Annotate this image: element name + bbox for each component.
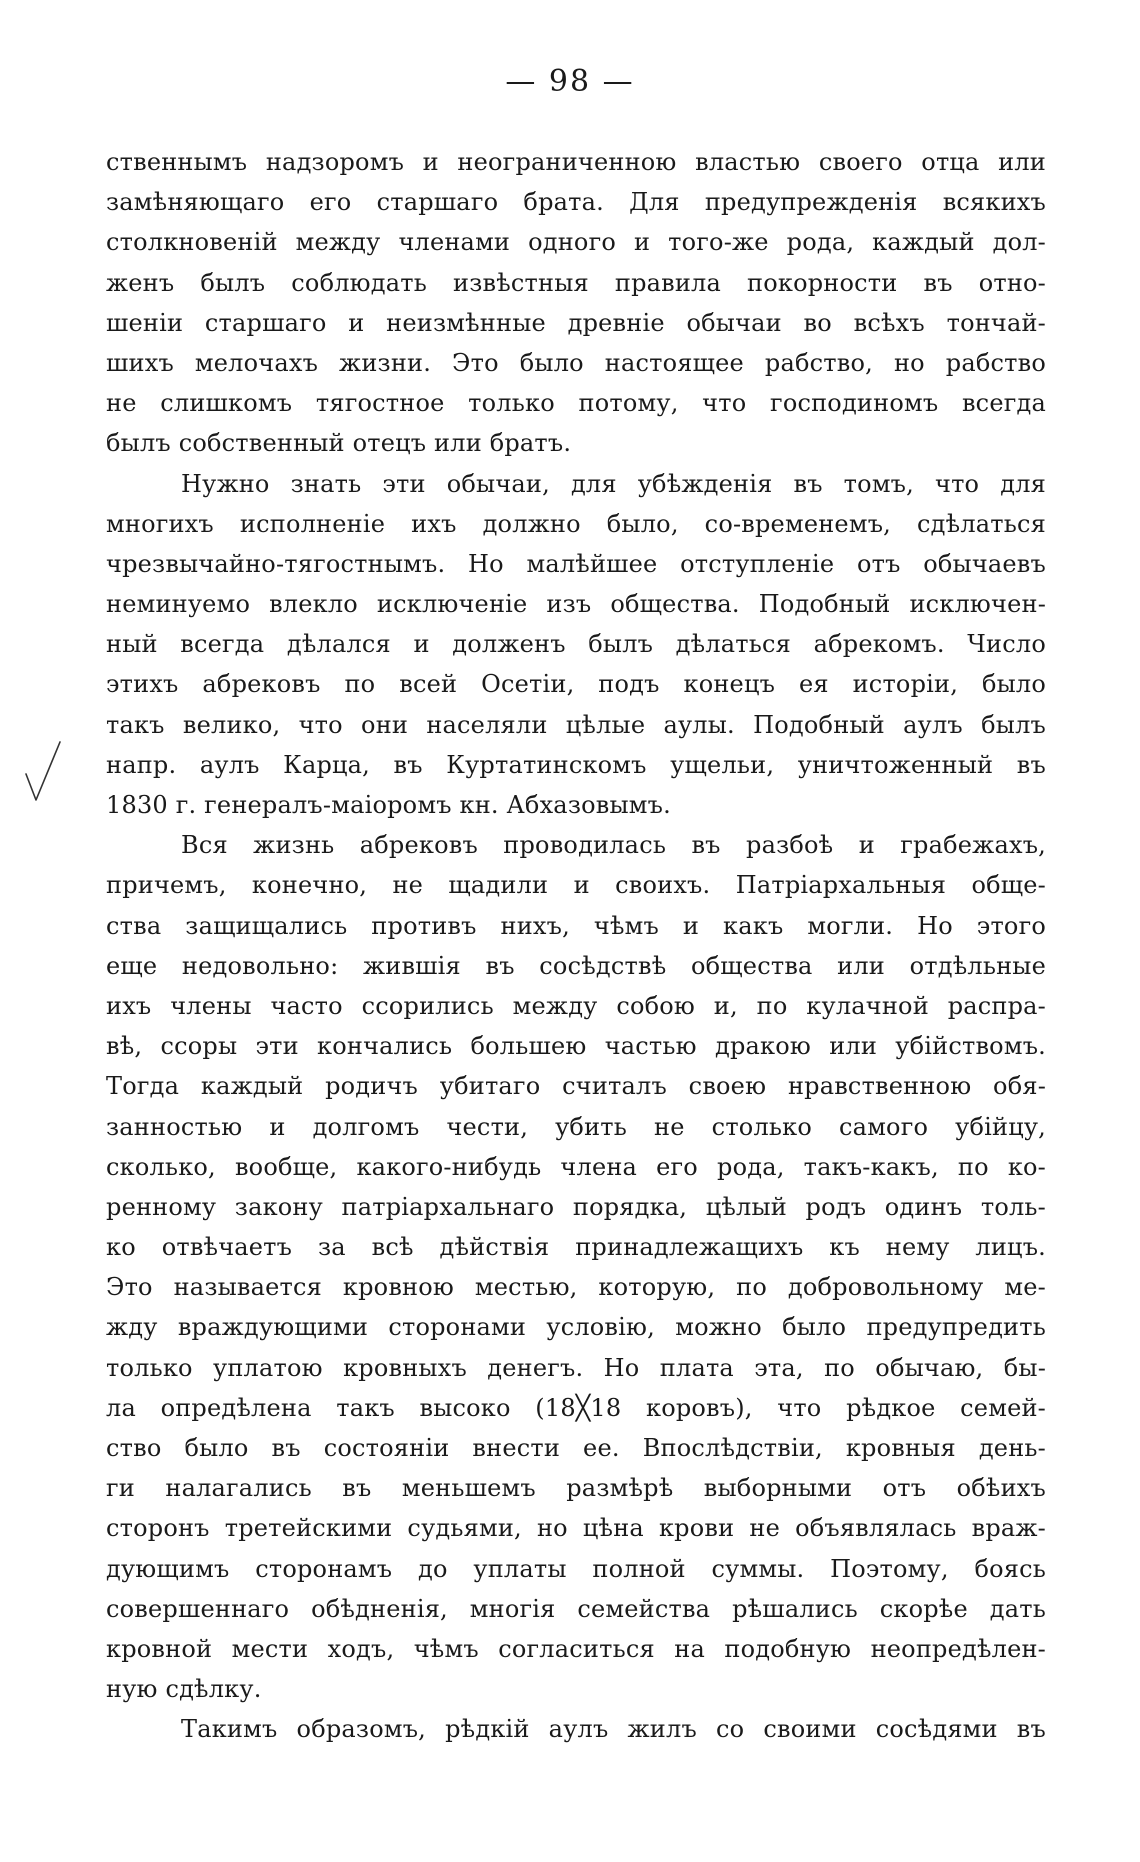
text-line: ный всегда дѣлался и долженъ былъ дѣлаться абрекомъ. Число [106,630,1046,659]
text-line: ную сдѣлку. [106,1675,262,1704]
text-line: напр. аулъ Карца, въ Куртатинскомъ ущельи, уничтоженный въ [106,750,1046,779]
text-line: сторонъ третейскими судьями, но цѣна крови не объявлялась враж- [106,1514,1046,1543]
text-line: былъ собственный отецъ или братъ. [106,429,572,458]
margin-checkmark-icon [22,738,64,804]
text-line: столкновеній между членами одного и того-же рода, каждый дол- [106,228,1046,257]
text-line: шеніи старшаго и неизмѣнные древніе обычаи во всѣхъ тончай- [106,308,1046,337]
text-line: ренному закону патріархальнаго порядка, цѣлый родъ одинъ толь- [106,1192,1046,1221]
text-line: ственнымъ надзоромъ и неограниченною властью своего отца или [106,148,1046,176]
text-line: кровной мести ходъ, чѣмъ согласиться на подобную неопредѣлен- [106,1634,1046,1663]
text-line: совершеннаго обѣдненія, многія семейства рѣшались скорѣе дать [106,1594,1046,1623]
text-line: ства защищались противъ нихъ, чѣмъ и какъ могли. Но этого [106,911,1046,940]
text-line: Вся жизнь абрековъ проводилась въ разбоѣ и грабежахъ, [181,831,1046,860]
text-line: ко отвѣчаетъ за всѣ дѣйствія принадлежащихъ къ нему лицъ. [106,1233,1046,1262]
text-line: дующимъ сторонамъ до уплаты полной суммы. Поэтому, боясь [106,1554,1046,1583]
text-line: Тогда каждый родичъ убитаго считалъ своею нравственною обя- [106,1072,1046,1101]
text-line: причемъ, конечно, не щадили и своихъ. Патріархальныя обще- [106,871,1046,900]
text-line: такъ велико, что они населяли цѣлые аулы. Подобный аулъ былъ [106,710,1046,739]
text-line: этихъ абрековъ по всей Осетіи, подъ конецъ ея исторіи, было [106,670,1046,699]
text-line: многихъ исполненіе ихъ должно было, со-временемъ, сдѣлаться [106,509,1046,538]
text-line: Такимъ образомъ, рѣдкій аулъ жилъ со своими сосѣдями въ [181,1715,1046,1744]
text-line: Нужно знать эти обычаи, для убѣжденія въ томъ, что для [181,469,1046,498]
text-line: только уплатою кровныхъ денегъ. Но плата эта, по обычаю, бы- [106,1353,1046,1382]
page-number: — 98 — [505,64,635,99]
text-line: женъ былъ соблюдать извѣстныя правила покорности въ отно- [106,268,1046,297]
text-line: неминуемо влекло исключеніе изъ общества. Подобный исключен- [106,590,1046,619]
text-line: замѣняющаго его старшаго брата. Для предупрежденія всякихъ [106,188,1046,217]
text-line: ихъ члены часто ссорились между собою и, по кулачной распра- [106,991,1046,1020]
text-line: вѣ, ссоры эти кончались большею частью дракою или убійствомъ. [106,1032,1046,1061]
text-line: не слишкомъ тягостное только потому, что господиномъ всегда [106,389,1046,418]
text-line: ги налагались въ меньшемъ размѣрѣ выборными отъ обѣихъ [106,1474,1046,1503]
text-line: шихъ мелочахъ жизни. Это было настоящее рабство, но рабство [106,348,1046,377]
text-line: ство было въ состояніи внести ее. Впослѣдствіи, кровныя день- [106,1434,1046,1462]
text-line: 1830 г. генералъ-маіоромъ кн. Абхазовымъ. [106,791,671,819]
text-line: Это называется кровною местью, которую, по добровольному ме- [106,1273,1046,1302]
text-line: чрезвычайно-тягостнымъ. Но малѣйшее отступленіе отъ обычаевъ [106,549,1046,578]
text-line: еще недовольно: жившія въ сосѣдствѣ общества или отдѣльные [106,951,1046,980]
text-line: занностью и долгомъ чести, убить не столько самого убійцу, [106,1112,1046,1141]
text-line: жду враждующими сторонами условію, можно было предупредить [106,1313,1046,1342]
body-text [106,142,1046,1750]
text-line: сколько, вообще, какого-нибудь члена его рода, такъ-какъ, по ко- [106,1152,1046,1181]
text-line: ла опредѣлена такъ высоко (18╳18 коровъ), что рѣдкое семей- [106,1393,1046,1422]
